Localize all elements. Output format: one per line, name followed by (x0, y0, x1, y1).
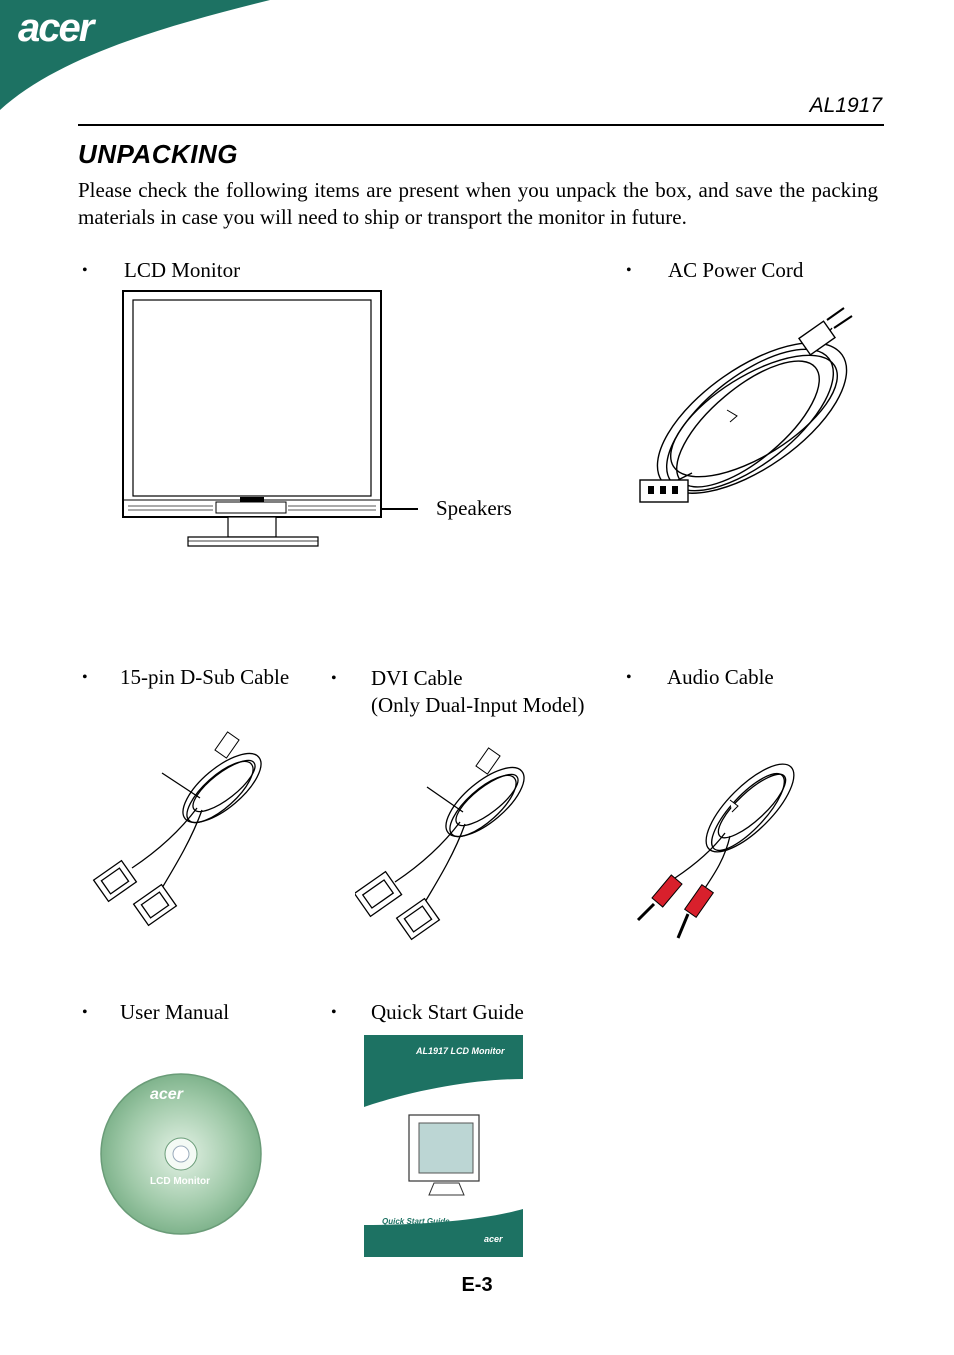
bullet: • (626, 262, 632, 279)
dvi-cable-illustration (355, 742, 545, 942)
guide-brand: acer (484, 1234, 503, 1244)
lcd-monitor-illustration (118, 288, 418, 553)
item-label: Audio Cable (667, 665, 774, 689)
cd-title: LCD Monitor (150, 1176, 210, 1187)
item-lcd-monitor (82, 257, 240, 284)
item-label: 15-pin D-Sub Cable (120, 665, 290, 689)
bullet: • (82, 1004, 88, 1021)
bullet: • (626, 669, 632, 686)
item-audio-cable (626, 664, 774, 691)
item-label: AC Power Cord (668, 258, 804, 282)
item-label: Quick Start Guide (371, 1000, 524, 1024)
cd-brand: acer (150, 1086, 183, 1103)
section-title: UNPACKING (78, 139, 239, 169)
item-label: DVI Cable (371, 666, 463, 690)
guide-bottom-text: Quick Start Guide (382, 1217, 450, 1226)
acer-logo: acer (18, 6, 93, 50)
dvi-cable-note: (Only Dual-Input Model) (371, 693, 585, 717)
bullet: • (82, 669, 88, 686)
header-rule (78, 124, 884, 126)
intro-paragraph: Please check the following items are present when you unpack the box, and save the packing materials in case you will need to ship or transport the monitor in future. (78, 178, 878, 229)
quick-start-guide-cover (364, 1035, 523, 1257)
bullet: • (331, 1004, 337, 1021)
item-user-manual (82, 999, 229, 1026)
user-manual-cd (98, 1072, 264, 1236)
item-dsub-cable (82, 664, 289, 691)
audio-cable-illustration (630, 748, 810, 948)
item-dvi-cable (331, 665, 463, 692)
dsub-cable-illustration (92, 728, 282, 928)
item-quick-start-guide (331, 999, 524, 1026)
model-number: AL1917 (809, 94, 882, 117)
page-number: E-3 (461, 1274, 493, 1296)
item-label: User Manual (120, 1000, 230, 1024)
bullet: • (331, 670, 337, 687)
power-cord-illustration (632, 298, 872, 513)
item-power-cord (626, 257, 803, 284)
guide-top-text: AL1917 LCD Monitor (416, 1046, 505, 1056)
bullet: • (82, 262, 88, 279)
item-label: LCD Monitor (124, 258, 241, 282)
speakers-callout: Speakers (436, 496, 512, 520)
